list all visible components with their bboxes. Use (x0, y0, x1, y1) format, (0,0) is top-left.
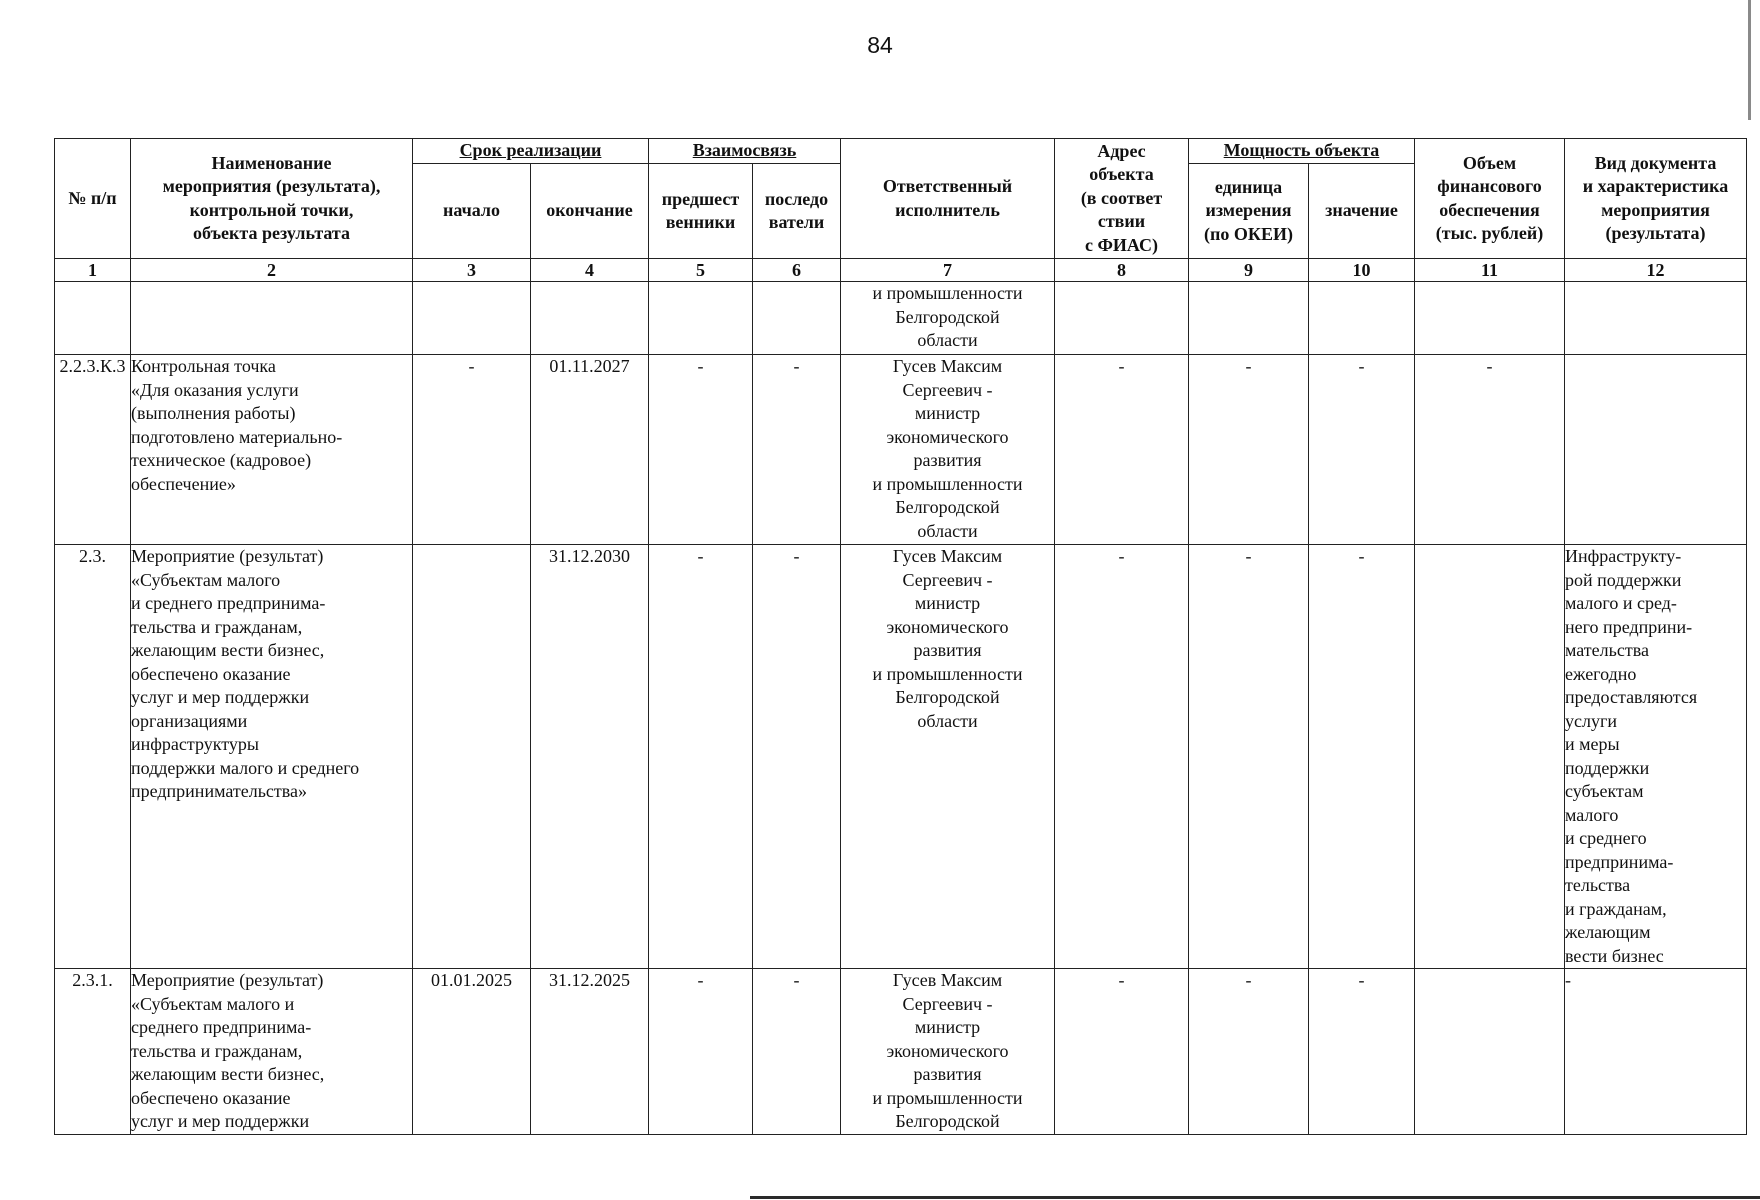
cell-start (413, 282, 531, 355)
cell-successors: - (753, 545, 841, 969)
cell-responsible: Гусев Максим Сергеевич - министр экономического развития и промышленности Белгородской (841, 969, 1055, 1135)
cell-unit: - (1189, 355, 1309, 545)
header-start: начало (413, 164, 531, 259)
cell-responsible: Гусев Максим Сергеевич - министр экономического развития и промышленности Белгородской области (841, 355, 1055, 545)
cell-address: - (1055, 969, 1189, 1135)
header-address: Адрес объекта (в соответ ствии с ФИАС) (1055, 139, 1189, 259)
column-number: 3 (413, 259, 531, 282)
table-row (55, 545, 1747, 969)
cell-value (1309, 282, 1415, 355)
header-period-group (413, 139, 649, 164)
page-number: 84 (867, 32, 893, 58)
table-body (55, 282, 1747, 1135)
cell-document-type: Инфраструкту- рой поддержки малого и сред- него предприни- мательства ежегодно предоставляются услуги и меры поддержки субъектам малого и среднего предпринима- тельства и гражданам, желающим вести бизнес (1565, 545, 1747, 969)
cell-start: 01.01.2025 (413, 969, 531, 1135)
cell-document-type: - (1565, 969, 1747, 1135)
header-period-group-label: Срок реализации (459, 140, 602, 161)
cell-predecessors: - (649, 355, 753, 545)
cell-measure-name: Мероприятие (результат) «Субъектам малого и среднего предпринима- тельства и гражданам, желающим вести бизнес, обеспечено оказание услуг и мер поддержки (131, 969, 413, 1135)
cell-unit (1189, 282, 1309, 355)
column-number: 4 (531, 259, 649, 282)
header-measure-name: Наименование мероприятия (результата), контрольной точки, объекта результата (131, 139, 413, 259)
cell-funding: - (1415, 355, 1565, 545)
table-row (55, 969, 1747, 1135)
cell-row-number: 2.2.3.К.3 (55, 355, 131, 545)
cell-row-number: 2.3.1. (55, 969, 131, 1135)
cell-funding (1415, 969, 1565, 1135)
cell-end: 01.11.2027 (531, 355, 649, 545)
cell-address: - (1055, 355, 1189, 545)
column-number: 9 (1189, 259, 1309, 282)
cell-funding (1415, 545, 1565, 969)
cell-end (531, 282, 649, 355)
header-document-type: Вид документа и характеристика мероприятия (результата) (1565, 139, 1747, 259)
cell-address: - (1055, 545, 1189, 969)
header-responsible: Ответственный исполнитель (841, 139, 1055, 259)
cell-end: 31.12.2025 (531, 969, 649, 1135)
cell-measure-name (131, 282, 413, 355)
header-value: значение (1309, 164, 1415, 259)
header-link-group (649, 139, 841, 164)
column-number: 2 (131, 259, 413, 282)
column-number: 10 (1309, 259, 1415, 282)
cell-responsible: и промышленности Белгородской области (841, 282, 1055, 355)
cell-row-number: 2.3. (55, 545, 131, 969)
cell-start (413, 545, 531, 969)
cell-predecessors: - (649, 545, 753, 969)
cell-start: - (413, 355, 531, 545)
header-successors: последо ватели (753, 164, 841, 259)
scan-edge-line (750, 1196, 1760, 1199)
cell-value: - (1309, 969, 1415, 1135)
cell-successors (753, 282, 841, 355)
cell-value: - (1309, 355, 1415, 545)
cell-predecessors (649, 282, 753, 355)
plan-table (54, 138, 1747, 1135)
header-end: окончание (531, 164, 649, 259)
cell-successors: - (753, 355, 841, 545)
scan-edge-mark (1748, 0, 1751, 120)
cell-predecessors: - (649, 969, 753, 1135)
cell-funding (1415, 282, 1565, 355)
cell-document-type (1565, 282, 1747, 355)
table-row (55, 282, 1747, 355)
cell-unit: - (1189, 969, 1309, 1135)
column-number: 5 (649, 259, 753, 282)
header-capacity-group-label: Мощность объекта (1223, 140, 1380, 161)
cell-measure-name: Контрольная точка «Для оказания услуги (выполнения работы) подготовлено материально- техническое (кадровое) обеспечение» (131, 355, 413, 545)
cell-row-number (55, 282, 131, 355)
header-unit: единица измерения (по ОКЕИ) (1189, 164, 1309, 259)
cell-unit: - (1189, 545, 1309, 969)
cell-address (1055, 282, 1189, 355)
column-number: 1 (55, 259, 131, 282)
column-number: 8 (1055, 259, 1189, 282)
cell-measure-name: Мероприятие (результат) «Субъектам малого и среднего предпринима- тельства и гражданам, желающим вести бизнес, обеспечено оказание услуг и мер поддержки организациями инфраструктуры поддержки малого и среднего предпринимательства» (131, 545, 413, 969)
column-number: 7 (841, 259, 1055, 282)
column-number: 11 (1415, 259, 1565, 282)
header-row-number: № п/п (55, 139, 131, 259)
header-funding: Объем финансового обеспечения (тыс. рублей) (1415, 139, 1565, 259)
header-link-group-label: Взаимосвязь (692, 140, 797, 161)
column-number-row (55, 259, 1747, 282)
table-header (55, 139, 1747, 282)
cell-document-type (1565, 355, 1747, 545)
header-capacity-group (1189, 139, 1415, 164)
cell-successors: - (753, 969, 841, 1135)
cell-end: 31.12.2030 (531, 545, 649, 969)
cell-responsible: Гусев Максим Сергеевич - министр экономического развития и промышленности Белгородской области (841, 545, 1055, 969)
cell-value: - (1309, 545, 1415, 969)
header-predecessors: предшест венники (649, 164, 753, 259)
column-number: 12 (1565, 259, 1747, 282)
column-number: 6 (753, 259, 841, 282)
table-row (55, 355, 1747, 545)
